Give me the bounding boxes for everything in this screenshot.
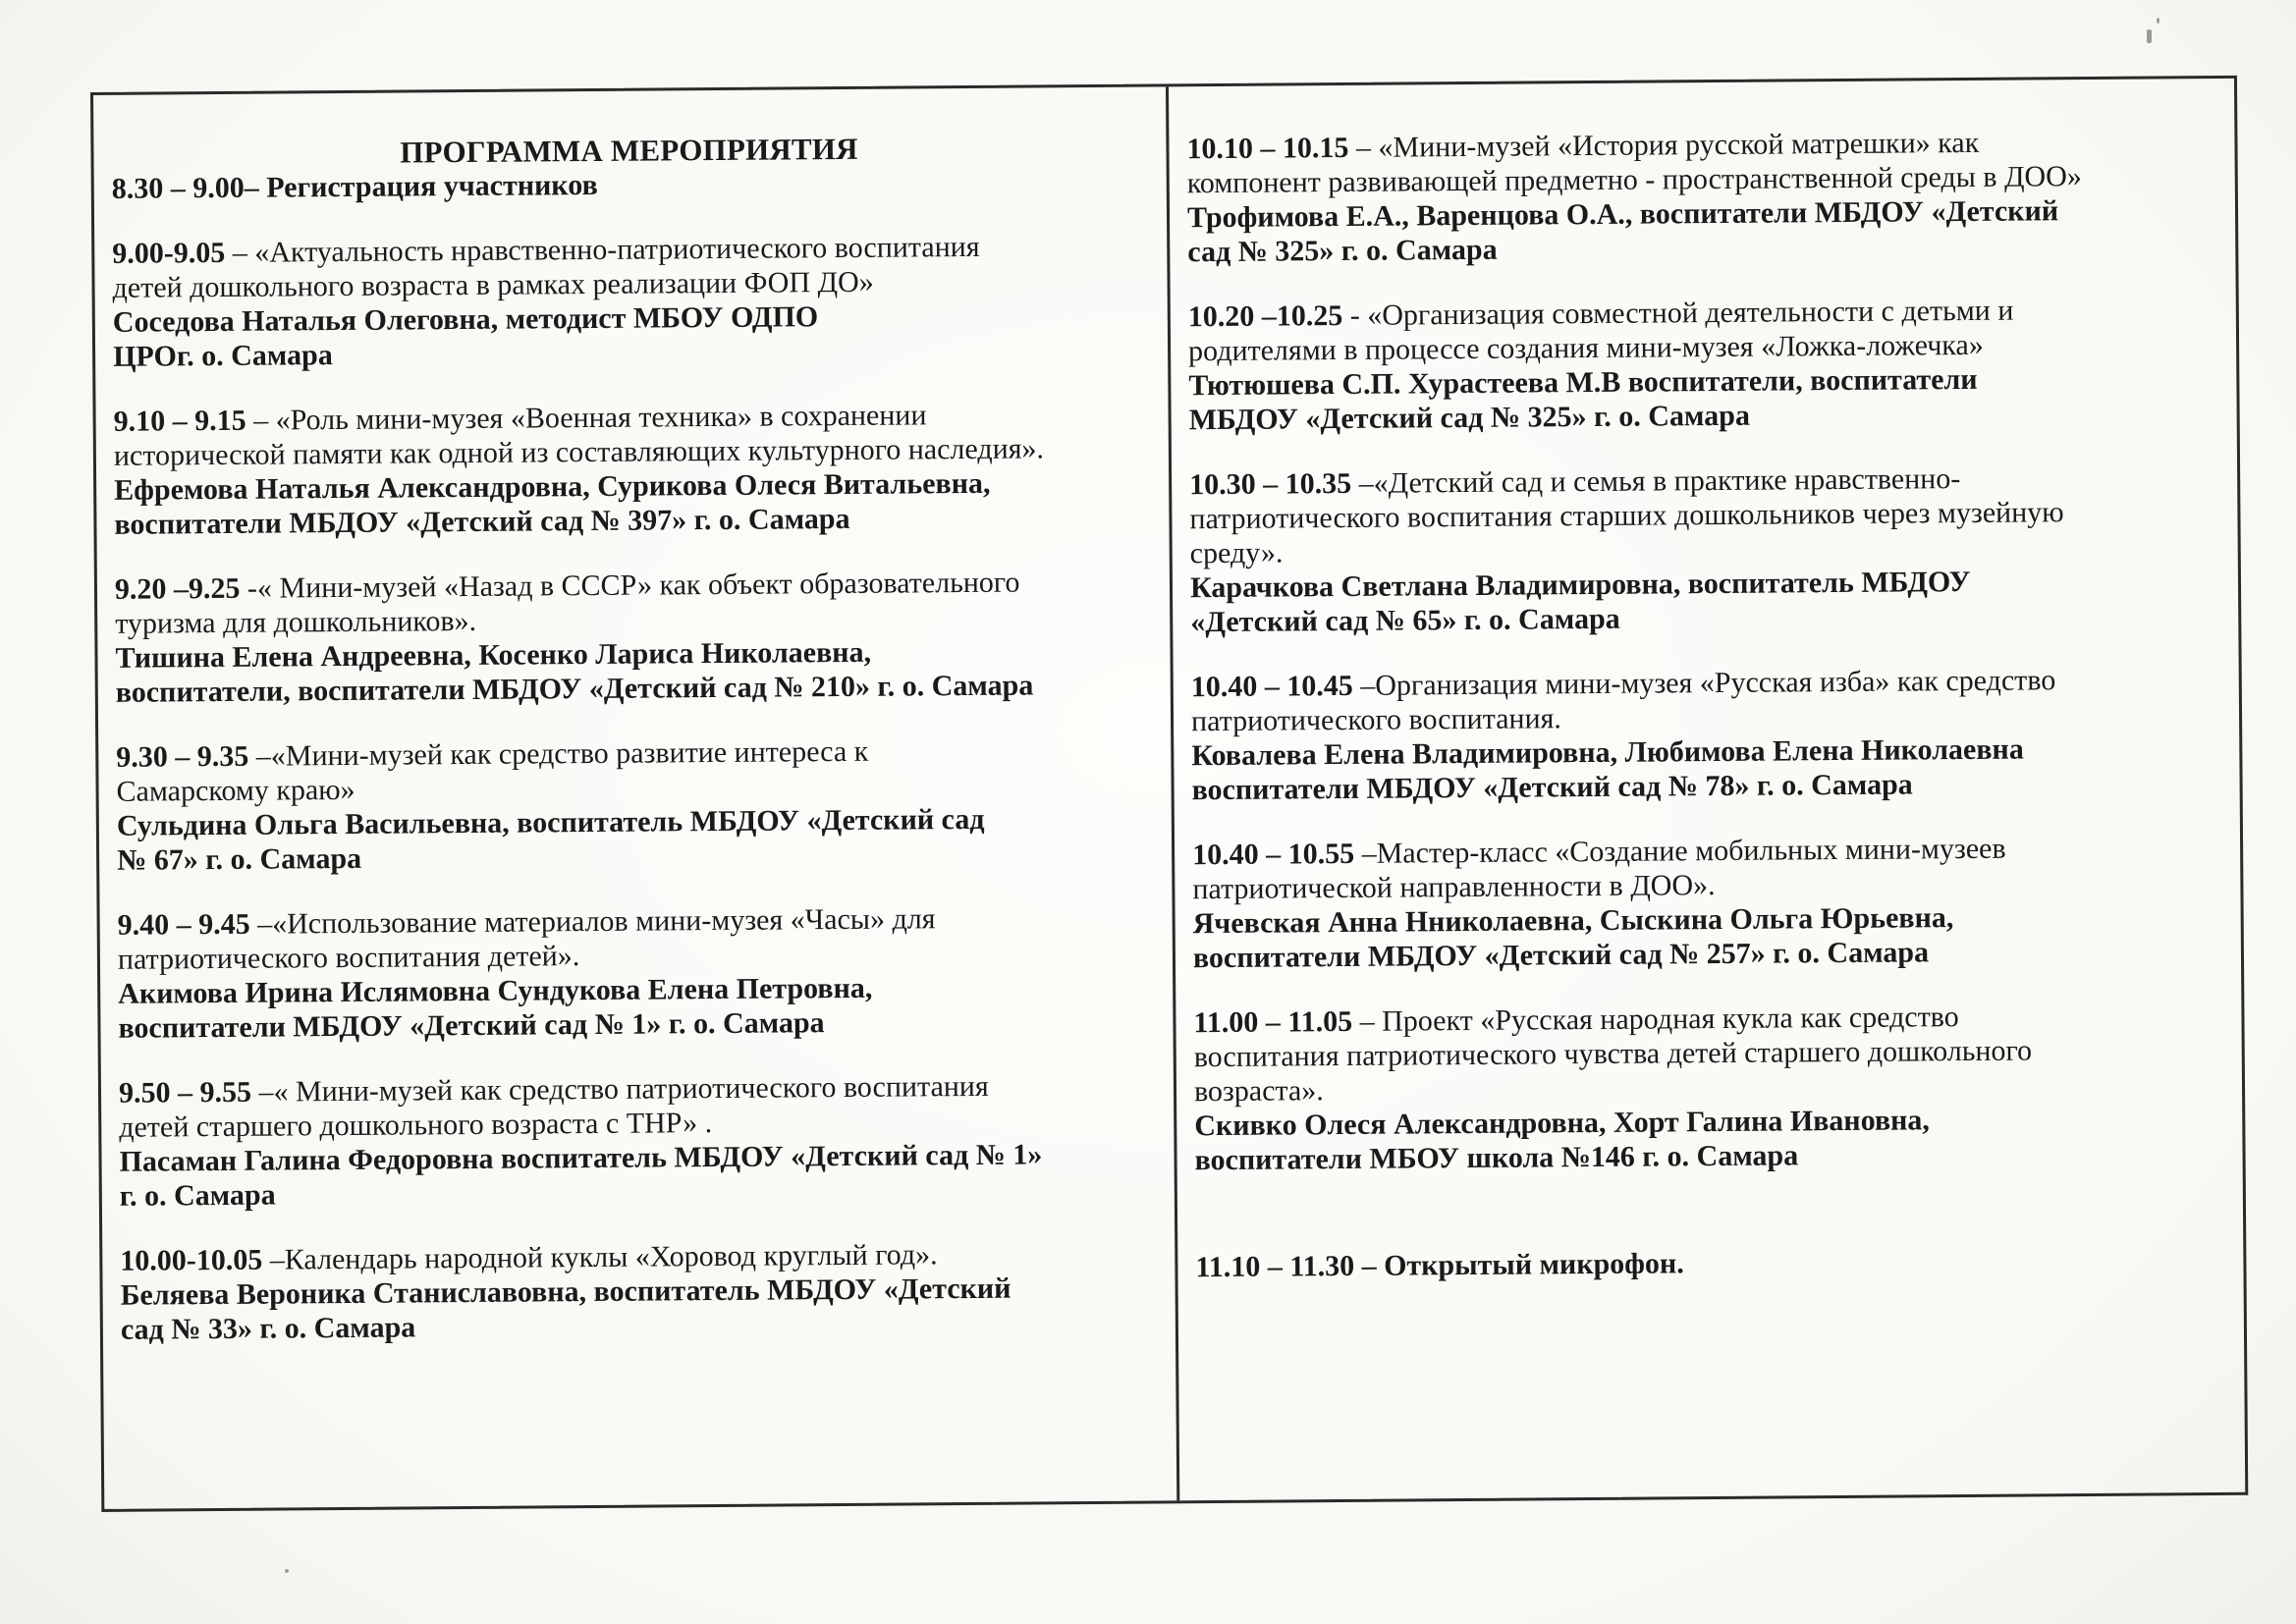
entry-presenters-line: Акимова Ирина Ислямовна Сундукова Елена Петровна, xyxy=(118,971,873,1010)
program-entry-e1 xyxy=(112,229,1148,374)
entry-presenters-line: № 67» г. о. Самара xyxy=(117,841,362,877)
entry-time: 9.40 – 9.45 xyxy=(117,907,250,942)
entry-time: 9.10 – 9.15 xyxy=(113,404,246,438)
entry-presenters-line: сад № 33» г. о. Самара xyxy=(120,1311,416,1346)
entry-topic-line: возраста». xyxy=(1193,1074,1324,1109)
program-entry-e3 xyxy=(115,565,1151,710)
entry-time: 9.50 – 9.55 xyxy=(118,1075,252,1110)
entry-topic-row xyxy=(1195,1242,2223,1284)
entry-time: 8.30 – 9.00 xyxy=(111,171,245,205)
entry-presenters-line: Ковалева Елена Владимировна, Любимова Елена Николаевна xyxy=(1191,732,2024,773)
entry-time: 9.00-9.05 xyxy=(112,236,226,270)
entry-topic-line: патриотического воспитания старших дошкольников через музейную xyxy=(1189,496,2064,536)
entry-presenters-line: Ячевская Анна Нниколаевна, Сыскина Ольга Юрьевна, xyxy=(1192,901,1954,941)
entry-presenters-line: Беляева Вероника Станиславовна, воспитатель МБДОУ «Детский xyxy=(120,1272,1011,1312)
scan-speck xyxy=(2147,29,2152,43)
program-entry-registration xyxy=(112,164,1147,206)
scan-speck xyxy=(2157,18,2159,24)
entry-presenters-line: Скивко Олеся Александровна, Хорт Галина Ивановна, xyxy=(1194,1104,1931,1143)
entry-topic-line: детей старшего дошкольного возраста с ТНР» . xyxy=(119,1107,713,1144)
program-entry-e9 xyxy=(1188,292,2217,437)
entry-presenters-line: «Детский сад № 65» г. о. Самара xyxy=(1190,602,1620,639)
entry-topic-line: патриотического воспитания. xyxy=(1190,702,1561,738)
program-entry-e2 xyxy=(113,397,1149,542)
entry-topic-line: детей дошкольного возраста в рамках реализации ФОП ДО» xyxy=(112,265,874,304)
program-entry-e13 xyxy=(1193,998,2222,1177)
entry-time: 10.20 –10.25 xyxy=(1187,298,1343,334)
entry-topic-line: среду». xyxy=(1189,536,1284,570)
program-entry-e5 xyxy=(118,900,1154,1046)
program-entry-e12 xyxy=(1192,830,2221,975)
entry-topic-line: -« Мини-музей «Назад в СССР» как объект образовательного xyxy=(240,566,1020,605)
entry-topic-line: – Регистрация участников xyxy=(244,168,598,204)
entry-presenters-line: Тютюшева С.П. Хурастеева М.В воспитатели, воспитатели xyxy=(1188,362,1978,403)
entry-topic-line: – «Мини-музей «История русской матрешки» как xyxy=(1348,126,1980,164)
program-table xyxy=(90,76,2248,1512)
entry-topic-line: воспитания патриотического чувства детей старшего дошкольного xyxy=(1193,1034,2033,1074)
entry-topic-line: патриотической направленности в ДОО». xyxy=(1192,869,1716,906)
program-entry-e4 xyxy=(116,732,1152,878)
entry-topic-line: – «Актуальность нравственно-патриотического воспитания xyxy=(225,230,980,269)
entry-presenters-line: г. о. Самара xyxy=(119,1178,276,1213)
entry-topic-line: туризма для дошкольников». xyxy=(115,604,477,640)
program-entry-e14 xyxy=(1195,1242,2223,1284)
entry-presenters-line: Трофимова Е.А., Варенцова О.А., воспитатели МБДОУ «Детский xyxy=(1186,194,2059,235)
program-entry-e11 xyxy=(1191,662,2220,807)
entry-presenters-line: воспитатели МБДОУ «Детский сад № 1» г. о. Самара xyxy=(118,1006,825,1045)
entry-topic-line: компонент развивающей предметно - пространственной среды в ДОО» xyxy=(1186,160,2082,200)
entry-topic-line: – «Роль мини-музея «Военная техника» в сохранении xyxy=(246,399,927,437)
entry-presenters-line: Тишина Елена Андреевна, Косенко Лариса Николаевна, xyxy=(115,635,872,675)
program-column-left xyxy=(93,86,1176,1509)
program-entry-e10 xyxy=(1189,460,2218,639)
entry-topic-line: Самарскому краю» xyxy=(116,773,355,808)
entry-presenters-line: ЦРОг. о. Самара xyxy=(112,339,333,373)
entry-presenters-line: воспитатели МБДОУ «Детский сад № 397» г. о. Самара xyxy=(114,502,850,541)
program-column-right xyxy=(1166,79,2245,1501)
entry-topic-line: – Проект «Русская народная кукла как средство xyxy=(1352,1001,1959,1038)
entry-time: 10.10 – 10.15 xyxy=(1186,131,1349,166)
program-entry-e7 xyxy=(120,1236,1156,1347)
entry-presenters-line: воспитатели, воспитатели МБДОУ «Детский сад № 210» г. о. Самара xyxy=(115,669,1034,709)
entry-time: 9.30 – 9.35 xyxy=(116,739,249,774)
entry-topic-line: –Организация мини-музея «Русская изба» как средство xyxy=(1352,664,2056,702)
entry-time: 10.40 – 10.45 xyxy=(1190,669,1353,704)
entry-topic-line: родителями в процессе создания мини-музея «Ложка-ложечка» xyxy=(1187,328,1984,368)
entry-presenters-line: Пасаман Галина Федоровна воспитатель МБДОУ «Детский сад № 1» xyxy=(119,1138,1043,1178)
entry-topic-line: –Мастер-класс «Создание мобильных мини-музеев xyxy=(1354,832,2006,870)
entry-presenters-line: МБДОУ «Детский сад № 325» г. о. Самара xyxy=(1188,399,1751,437)
entry-time: 11.00 – 11.05 xyxy=(1193,1004,1353,1040)
entry-presenters-line: Карачкова Светлана Владимировна, воспитатель МБДОУ xyxy=(1189,565,1971,605)
entry-topic-line: –Календарь народной куклы «Хоровод круглый год». xyxy=(262,1238,938,1276)
entry-presenters-line: сад № 325» г. о. Самара xyxy=(1187,233,1498,269)
entry-presenters-line: воспитатели МБОУ школа №146 г. о. Самара xyxy=(1194,1139,1799,1177)
entry-topic-line: – Открытый микрофон. xyxy=(1354,1247,1684,1282)
program-title: ПРОГРАММА МЕРОПРИЯТИЯ xyxy=(400,131,858,170)
entry-presenters-line: воспитатели МБДОУ «Детский сад № 257» г. о. Самара xyxy=(1192,936,1930,975)
entry-topic-line: –«Детский сад и семья в практике нравственно- xyxy=(1351,462,1961,500)
scan-speck xyxy=(285,1569,289,1573)
entry-time: 10.30 – 10.35 xyxy=(1189,466,1352,502)
entry-topic-line: –« Мини-музей как средство патриотического воспитания xyxy=(250,1069,989,1109)
entry-presenters-line: Сульдина Ольга Васильевна, воспитатель МБДОУ «Детский сад xyxy=(116,802,985,842)
entry-topic-line: –«Использование материалов мини-музея «Часы» для xyxy=(249,902,936,941)
entry-time: 10.40 – 10.55 xyxy=(1192,837,1355,872)
entry-presenters-line: Соседова Наталья Олеговна, методист МБОУ ОДПО xyxy=(112,300,819,339)
entry-time: 11.10 – 11.30 xyxy=(1195,1249,1355,1284)
entry-topic-line: –«Мини-музей как средство развитие интереса к xyxy=(248,734,869,773)
entry-time: 9.20 –9.25 xyxy=(114,571,241,606)
entry-time: 10.00-10.05 xyxy=(120,1243,263,1277)
entry-topic-line: исторической памяти как одной из составляющих культурного наследия». xyxy=(113,432,1045,472)
entry-topic-line: патриотического воспитания детей». xyxy=(117,940,580,976)
entry-topic-row xyxy=(112,164,1147,206)
program-entry-e8 xyxy=(1186,124,2215,269)
entry-presenters-line: воспитатели МБДОУ «Детский сад № 78» г. о. Самара xyxy=(1191,768,1913,807)
entry-presenters-line: Ефремова Наталья Александровна, Сурикова Олеся Витальевна, xyxy=(114,466,991,507)
entry-topic-line: - «Организация совместной деятельности с детьми и xyxy=(1342,294,2014,332)
program-entry-e6 xyxy=(119,1068,1155,1214)
